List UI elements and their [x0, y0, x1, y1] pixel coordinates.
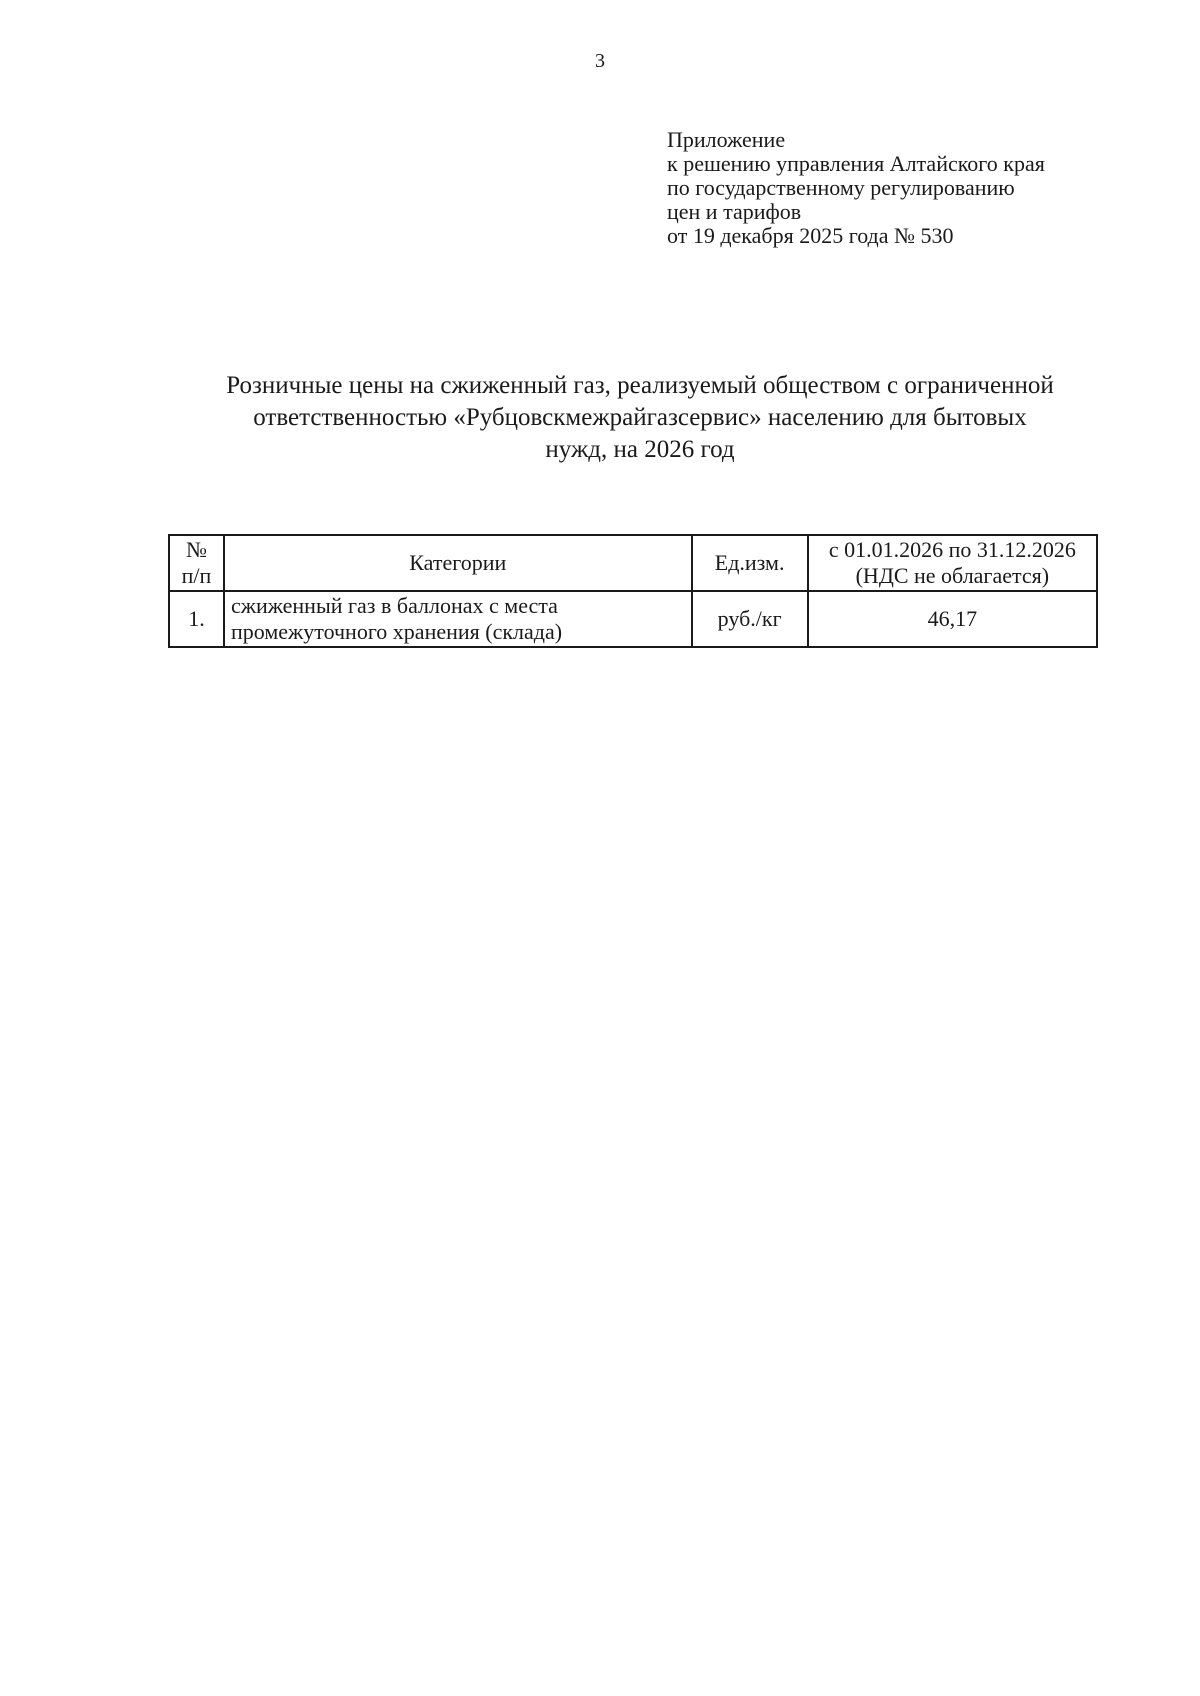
header-num-line: №: [186, 537, 207, 562]
row-price: 46,17: [808, 591, 1097, 647]
row-category: [224, 591, 692, 647]
header-num: [169, 535, 224, 591]
header-price-line: (НДС не облагается): [855, 563, 1050, 588]
appendix-line: Приложение: [667, 127, 786, 152]
appendix-block: [667, 128, 1137, 248]
appendix-line: к решению управления Алтайского края: [667, 151, 1045, 176]
row-num: 1.: [169, 591, 224, 647]
title-line: нужд, на 2026 год: [545, 436, 735, 463]
appendix-line: от 19 декабря 2025 года № 530: [667, 223, 954, 248]
row-unit: руб./кг: [692, 591, 808, 647]
table-row: [169, 591, 1097, 647]
title-line: Розничные цены на сжиженный газ, реализуемый обществом с ограниченной: [226, 372, 1054, 399]
page-number: 3: [595, 50, 605, 72]
header-price-line: с 01.01.2026 по 31.12.2026: [828, 537, 1076, 562]
appendix-line: цен и тарифов: [667, 199, 802, 224]
row-category-line: промежуточного хранения (склада): [231, 619, 563, 644]
price-table: [168, 534, 1098, 648]
header-category: Категории: [224, 535, 692, 591]
header-unit: Ед.изм.: [692, 535, 808, 591]
document-title: [150, 370, 1130, 466]
header-num-line: п/п: [181, 563, 212, 588]
row-category-line: сжиженный газ в баллонах с места: [231, 593, 558, 618]
table-header-row: [169, 535, 1097, 591]
appendix-line: по государственному регулированию: [667, 175, 1015, 200]
header-price: [808, 535, 1097, 591]
title-line: ответственностью «Рубцовскмежрайгазсервис» населению для бытовых: [253, 404, 1027, 431]
